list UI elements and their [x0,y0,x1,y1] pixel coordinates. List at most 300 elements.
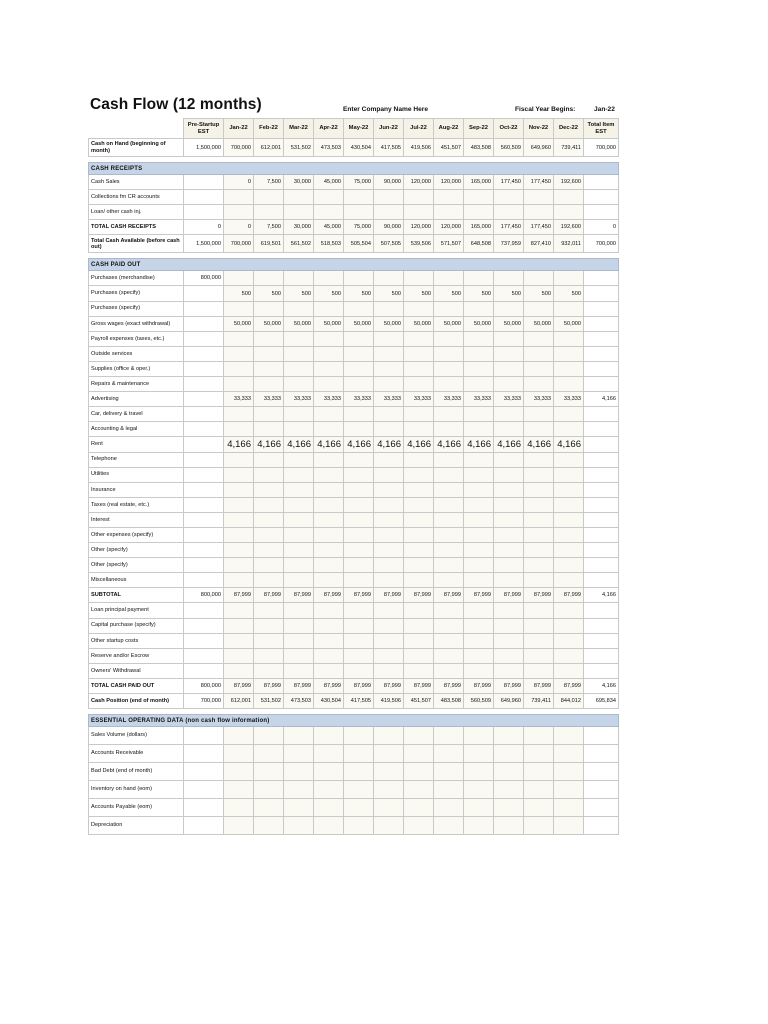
value-cell[interactable]: 737,959 [494,235,524,253]
value-cell[interactable] [494,603,524,618]
value-cell[interactable] [184,781,224,799]
value-cell[interactable] [224,781,254,799]
value-cell[interactable]: 419,506 [404,139,434,157]
value-cell[interactable] [184,727,224,745]
value-cell[interactable]: 165,000 [464,175,494,190]
value-cell[interactable] [464,467,494,482]
value-cell[interactable] [554,527,584,542]
value-cell[interactable] [554,497,584,512]
value-cell[interactable] [184,558,224,573]
value-cell[interactable]: 4,166 [284,437,314,452]
value-cell[interactable] [494,799,524,817]
value-cell[interactable] [224,331,254,346]
value-cell[interactable] [584,271,619,286]
value-cell[interactable] [374,452,404,467]
value-cell[interactable]: 33,333 [344,392,374,407]
value-cell[interactable] [224,497,254,512]
value-cell[interactable] [404,346,434,361]
value-cell[interactable]: 87,999 [254,678,284,693]
value-cell[interactable]: 4,166 [344,437,374,452]
value-cell[interactable] [404,558,434,573]
value-cell[interactable] [584,497,619,512]
value-cell[interactable] [434,648,464,663]
value-cell[interactable]: 827,410 [524,235,554,253]
value-cell[interactable] [184,763,224,781]
value-cell[interactable] [584,301,619,316]
value-cell[interactable]: 90,000 [374,175,404,190]
value-cell[interactable] [224,190,254,205]
value-cell[interactable]: 87,999 [434,678,464,693]
value-cell[interactable] [434,633,464,648]
value-cell[interactable] [524,512,554,527]
value-cell[interactable] [224,271,254,286]
value-cell[interactable]: 87,999 [314,588,344,603]
value-cell[interactable] [254,633,284,648]
value-cell[interactable] [584,543,619,558]
value-cell[interactable] [584,331,619,346]
value-cell[interactable] [434,190,464,205]
value-cell[interactable] [254,763,284,781]
value-cell[interactable] [494,648,524,663]
value-cell[interactable] [314,781,344,799]
value-cell[interactable] [284,573,314,588]
value-cell[interactable] [224,512,254,527]
value-cell[interactable]: 500 [404,286,434,301]
value-cell[interactable]: 50,000 [494,316,524,331]
value-cell[interactable] [374,618,404,633]
value-cell[interactable]: 87,999 [284,678,314,693]
value-cell[interactable] [584,437,619,452]
value-cell[interactable] [524,603,554,618]
value-cell[interactable] [254,527,284,542]
value-cell[interactable] [284,727,314,745]
value-cell[interactable] [584,482,619,497]
value-cell[interactable]: 531,502 [254,694,284,709]
value-cell[interactable]: 500 [434,286,464,301]
value-cell[interactable] [374,799,404,817]
value-cell[interactable] [584,422,619,437]
value-cell[interactable] [584,175,619,190]
value-cell[interactable] [344,781,374,799]
value-cell[interactable] [464,482,494,497]
value-cell[interactable] [374,377,404,392]
value-cell[interactable] [344,618,374,633]
value-cell[interactable]: 120,000 [404,220,434,235]
value-cell[interactable] [464,618,494,633]
value-cell[interactable] [434,346,464,361]
value-cell[interactable] [374,727,404,745]
value-cell[interactable] [184,618,224,633]
value-cell[interactable] [464,633,494,648]
value-cell[interactable] [404,452,434,467]
value-cell[interactable] [184,286,224,301]
value-cell[interactable] [344,745,374,763]
value-cell[interactable] [584,527,619,542]
value-cell[interactable] [524,745,554,763]
value-cell[interactable] [314,331,344,346]
value-cell[interactable] [374,361,404,376]
value-cell[interactable] [554,190,584,205]
value-cell[interactable]: 800,000 [184,271,224,286]
value-cell[interactable] [374,543,404,558]
value-cell[interactable] [184,817,224,835]
value-cell[interactable]: 50,000 [254,316,284,331]
value-cell[interactable] [584,763,619,781]
value-cell[interactable] [554,331,584,346]
value-cell[interactable]: 50,000 [464,316,494,331]
value-cell[interactable] [584,745,619,763]
value-cell[interactable] [254,558,284,573]
value-cell[interactable]: 87,999 [464,588,494,603]
value-cell[interactable]: 700,000 [584,139,619,157]
value-cell[interactable] [344,817,374,835]
value-cell[interactable]: 4,166 [584,588,619,603]
value-cell[interactable] [524,663,554,678]
value-cell[interactable] [184,648,224,663]
value-cell[interactable]: 417,505 [344,694,374,709]
value-cell[interactable] [374,558,404,573]
value-cell[interactable] [314,497,344,512]
value-cell[interactable]: 50,000 [404,316,434,331]
value-cell[interactable] [314,301,344,316]
value-cell[interactable] [404,377,434,392]
value-cell[interactable] [554,271,584,286]
value-cell[interactable]: 87,999 [554,678,584,693]
value-cell[interactable] [464,271,494,286]
value-cell[interactable] [284,603,314,618]
value-cell[interactable] [344,422,374,437]
value-cell[interactable] [314,663,344,678]
value-cell[interactable] [314,763,344,781]
value-cell[interactable] [524,190,554,205]
company-name[interactable]: Enter Company Name Here [343,106,429,113]
value-cell[interactable]: 4,166 [434,437,464,452]
value-cell[interactable] [184,361,224,376]
value-cell[interactable]: 33,333 [554,392,584,407]
value-cell[interactable] [184,175,224,190]
value-cell[interactable] [524,346,554,361]
value-cell[interactable] [284,482,314,497]
value-cell[interactable] [464,331,494,346]
value-cell[interactable] [284,781,314,799]
value-cell[interactable] [224,422,254,437]
value-cell[interactable] [404,497,434,512]
value-cell[interactable]: 612,001 [224,694,254,709]
value-cell[interactable] [494,301,524,316]
value-cell[interactable]: 45,000 [314,220,344,235]
value-cell[interactable]: 87,999 [314,678,344,693]
value-cell[interactable] [584,799,619,817]
value-cell[interactable] [284,407,314,422]
value-cell[interactable] [494,781,524,799]
value-cell[interactable]: 500 [494,286,524,301]
value-cell[interactable] [314,573,344,588]
value-cell[interactable]: 87,999 [464,678,494,693]
value-cell[interactable] [314,543,344,558]
value-cell[interactable] [184,377,224,392]
value-cell[interactable] [554,799,584,817]
value-cell[interactable] [524,205,554,220]
value-cell[interactable] [284,271,314,286]
value-cell[interactable] [524,633,554,648]
value-cell[interactable] [404,422,434,437]
value-cell[interactable] [464,817,494,835]
value-cell[interactable] [314,422,344,437]
value-cell[interactable] [184,573,224,588]
value-cell[interactable]: 4,166 [584,392,619,407]
value-cell[interactable]: 473,503 [314,139,344,157]
value-cell[interactable] [314,467,344,482]
value-cell[interactable] [314,633,344,648]
value-cell[interactable] [344,663,374,678]
value-cell[interactable]: 500 [464,286,494,301]
value-cell[interactable] [464,452,494,467]
value-cell[interactable]: 473,503 [284,694,314,709]
value-cell[interactable]: 612,001 [254,139,284,157]
value-cell[interactable] [284,543,314,558]
value-cell[interactable] [494,467,524,482]
value-cell[interactable] [374,633,404,648]
value-cell[interactable]: 619,501 [254,235,284,253]
value-cell[interactable] [184,407,224,422]
value-cell[interactable] [554,407,584,422]
value-cell[interactable] [284,205,314,220]
value-cell[interactable] [184,527,224,542]
value-cell[interactable] [284,633,314,648]
value-cell[interactable] [314,527,344,542]
value-cell[interactable] [184,467,224,482]
value-cell[interactable]: 739,411 [524,694,554,709]
value-cell[interactable] [434,573,464,588]
value-cell[interactable]: 177,450 [524,175,554,190]
value-cell[interactable] [554,512,584,527]
value-cell[interactable]: 4,166 [584,678,619,693]
value-cell[interactable] [404,467,434,482]
value-cell[interactable] [314,205,344,220]
value-cell[interactable] [224,727,254,745]
value-cell[interactable] [464,573,494,588]
value-cell[interactable] [404,331,434,346]
value-cell[interactable] [374,663,404,678]
value-cell[interactable] [314,361,344,376]
value-cell[interactable] [314,745,344,763]
value-cell[interactable] [524,543,554,558]
value-cell[interactable] [434,452,464,467]
value-cell[interactable] [254,799,284,817]
value-cell[interactable] [254,271,284,286]
value-cell[interactable] [584,512,619,527]
value-cell[interactable] [184,205,224,220]
value-cell[interactable] [524,467,554,482]
value-cell[interactable] [284,512,314,527]
value-cell[interactable] [314,799,344,817]
value-cell[interactable] [254,603,284,618]
value-cell[interactable] [374,482,404,497]
value-cell[interactable]: 165,000 [464,220,494,235]
value-cell[interactable] [344,727,374,745]
value-cell[interactable] [224,817,254,835]
value-cell[interactable] [464,377,494,392]
value-cell[interactable] [524,527,554,542]
value-cell[interactable] [224,558,254,573]
value-cell[interactable] [554,361,584,376]
value-cell[interactable] [374,763,404,781]
value-cell[interactable]: 4,166 [254,437,284,452]
value-cell[interactable]: 500 [374,286,404,301]
value-cell[interactable] [554,301,584,316]
value-cell[interactable] [374,527,404,542]
value-cell[interactable] [224,377,254,392]
value-cell[interactable] [524,482,554,497]
value-cell[interactable]: 531,502 [284,139,314,157]
value-cell[interactable] [314,377,344,392]
value-cell[interactable] [434,781,464,799]
value-cell[interactable] [284,301,314,316]
value-cell[interactable] [314,346,344,361]
value-cell[interactable]: 4,166 [314,437,344,452]
value-cell[interactable] [524,301,554,316]
value-cell[interactable]: 649,960 [494,694,524,709]
value-cell[interactable] [524,648,554,663]
value-cell[interactable]: 33,333 [494,392,524,407]
value-cell[interactable] [254,301,284,316]
value-cell[interactable] [314,271,344,286]
value-cell[interactable]: 33,333 [254,392,284,407]
value-cell[interactable] [494,543,524,558]
value-cell[interactable] [374,512,404,527]
value-cell[interactable] [344,407,374,422]
value-cell[interactable] [374,603,404,618]
value-cell[interactable] [494,745,524,763]
value-cell[interactable] [524,573,554,588]
value-cell[interactable] [284,527,314,542]
value-cell[interactable] [284,331,314,346]
value-cell[interactable] [374,190,404,205]
value-cell[interactable] [284,467,314,482]
value-cell[interactable] [434,301,464,316]
value-cell[interactable] [434,603,464,618]
value-cell[interactable] [554,543,584,558]
value-cell[interactable] [494,346,524,361]
value-cell[interactable] [554,482,584,497]
value-cell[interactable]: 87,999 [524,678,554,693]
value-cell[interactable] [404,648,434,663]
value-cell[interactable]: 560,509 [464,694,494,709]
value-cell[interactable] [284,422,314,437]
value-cell[interactable] [494,633,524,648]
value-cell[interactable] [494,512,524,527]
value-cell[interactable] [184,392,224,407]
value-cell[interactable] [404,512,434,527]
value-cell[interactable] [254,618,284,633]
value-cell[interactable]: 33,333 [404,392,434,407]
value-cell[interactable]: 33,333 [434,392,464,407]
value-cell[interactable] [184,316,224,331]
value-cell[interactable] [524,727,554,745]
value-cell[interactable] [224,799,254,817]
value-cell[interactable] [314,603,344,618]
value-cell[interactable] [554,422,584,437]
value-cell[interactable]: 932,011 [554,235,584,253]
value-cell[interactable] [314,407,344,422]
value-cell[interactable]: 192,600 [554,175,584,190]
value-cell[interactable] [434,663,464,678]
value-cell[interactable] [184,497,224,512]
value-cell[interactable]: 87,999 [494,588,524,603]
value-cell[interactable] [404,745,434,763]
value-cell[interactable] [554,205,584,220]
value-cell[interactable] [254,745,284,763]
value-cell[interactable]: 33,333 [284,392,314,407]
value-cell[interactable] [224,573,254,588]
value-cell[interactable] [284,817,314,835]
value-cell[interactable] [494,618,524,633]
value-cell[interactable] [554,452,584,467]
value-cell[interactable] [464,346,494,361]
value-cell[interactable] [434,558,464,573]
value-cell[interactable] [344,301,374,316]
value-cell[interactable] [494,497,524,512]
value-cell[interactable] [224,763,254,781]
value-cell[interactable]: 0 [224,220,254,235]
value-cell[interactable] [494,817,524,835]
value-cell[interactable]: 430,504 [314,694,344,709]
value-cell[interactable] [494,331,524,346]
value-cell[interactable] [554,745,584,763]
value-cell[interactable] [434,361,464,376]
value-cell[interactable] [584,407,619,422]
value-cell[interactable]: 87,999 [404,678,434,693]
value-cell[interactable] [254,422,284,437]
value-cell[interactable] [224,467,254,482]
value-cell[interactable]: 505,504 [344,235,374,253]
value-cell[interactable] [584,467,619,482]
value-cell[interactable] [374,467,404,482]
value-cell[interactable] [374,422,404,437]
value-cell[interactable] [524,271,554,286]
value-cell[interactable] [284,663,314,678]
value-cell[interactable]: 500 [254,286,284,301]
value-cell[interactable] [404,618,434,633]
value-cell[interactable]: 1,500,000 [184,235,224,253]
value-cell[interactable]: 500 [344,286,374,301]
value-cell[interactable] [184,437,224,452]
value-cell[interactable] [404,573,434,588]
value-cell[interactable] [494,482,524,497]
value-cell[interactable] [254,543,284,558]
value-cell[interactable] [464,763,494,781]
value-cell[interactable]: 177,450 [524,220,554,235]
value-cell[interactable] [494,190,524,205]
value-cell[interactable] [344,190,374,205]
value-cell[interactable] [184,633,224,648]
value-cell[interactable] [374,407,404,422]
value-cell[interactable] [524,497,554,512]
value-cell[interactable] [434,407,464,422]
value-cell[interactable]: 87,999 [494,678,524,693]
value-cell[interactable] [374,205,404,220]
value-cell[interactable] [254,663,284,678]
value-cell[interactable] [344,763,374,781]
value-cell[interactable] [344,603,374,618]
value-cell[interactable] [344,543,374,558]
value-cell[interactable] [434,512,464,527]
value-cell[interactable] [464,407,494,422]
value-cell[interactable] [464,543,494,558]
value-cell[interactable]: 451,507 [434,139,464,157]
value-cell[interactable] [404,763,434,781]
value-cell[interactable] [344,512,374,527]
